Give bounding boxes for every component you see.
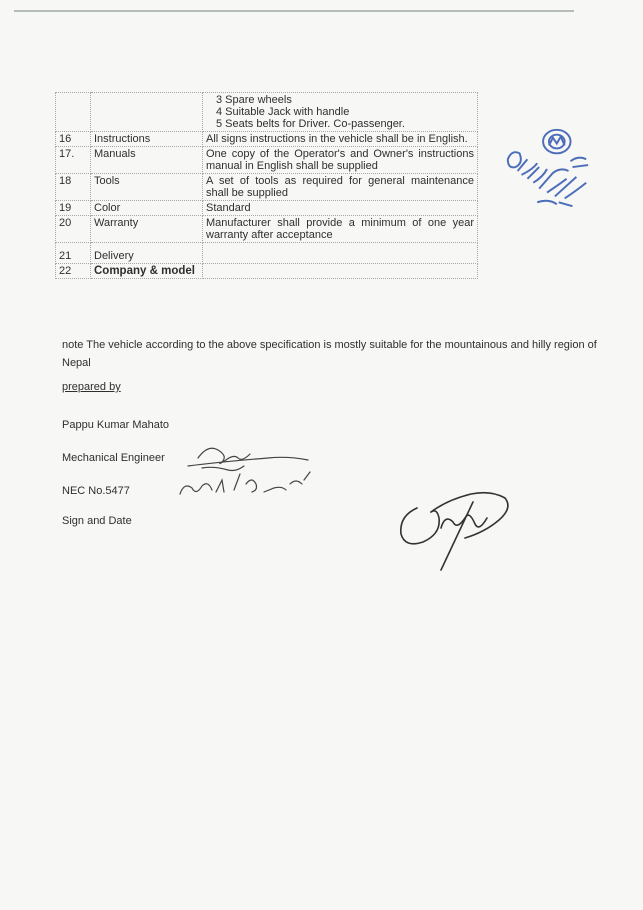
row-number: 19 (56, 201, 91, 216)
row-number: 16 (56, 132, 91, 147)
note-text: note The vehicle according to the above specification is mostly suitable for the mountainous and hilly region of Nepal (62, 339, 597, 369)
row-item: Manuals (91, 147, 203, 174)
row-spec: Standard (203, 201, 478, 216)
row-number: 18 (56, 174, 91, 201)
table-row (56, 174, 478, 201)
prepared-by-label: prepared by (62, 381, 121, 393)
table-row (56, 132, 478, 147)
spec-line: 5 Seats belts for Driver. Co-passenger. (216, 118, 405, 130)
table-row (56, 243, 478, 264)
row-number: 21 (56, 243, 91, 264)
row-item: Instructions (91, 132, 203, 147)
top-rule (14, 10, 574, 12)
row-item: Company & model (91, 264, 203, 279)
row-spec: A set of tools as required for general maintenance shall be supplied (203, 174, 478, 201)
row-item: Warranty (91, 216, 203, 243)
row-spec (203, 243, 478, 264)
officer-signature (395, 478, 520, 573)
table-row (56, 216, 478, 243)
table-row (56, 93, 478, 132)
row-item: Tools (91, 174, 203, 201)
nec-number: NEC No.5477 (62, 485, 130, 497)
row-spec (203, 264, 478, 279)
table-row (56, 147, 478, 174)
preparer-name: Pappu Kumar Mahato (62, 419, 170, 431)
spec-line: 4 Suitable Jack with handle (216, 106, 350, 118)
row-spec: All signs instructions in the vehicle shall be in English. (203, 132, 478, 147)
sign-and-date-label: Sign and Date (62, 515, 132, 527)
table-row (56, 264, 478, 279)
office-stamp (498, 120, 596, 218)
row-spec: Manufacturer shall provide a minimum of one year warranty after acceptance (203, 216, 478, 243)
row-number: 20 (56, 216, 91, 243)
row-item: Color (91, 201, 203, 216)
engineer-signature (178, 436, 328, 506)
row-spec: One copy of the Operator's and Owner's instructions manual in English shall be supplied (203, 147, 478, 174)
preparer-title: Mechanical Engineer (62, 452, 165, 464)
specification-table (55, 92, 478, 279)
spec-cell (203, 93, 478, 132)
table-row (56, 201, 478, 216)
row-number: 22 (56, 264, 91, 279)
spec-line: 3 Spare wheels (216, 94, 292, 106)
row-number: 17. (56, 147, 91, 174)
row-item: Delivery (91, 243, 203, 264)
